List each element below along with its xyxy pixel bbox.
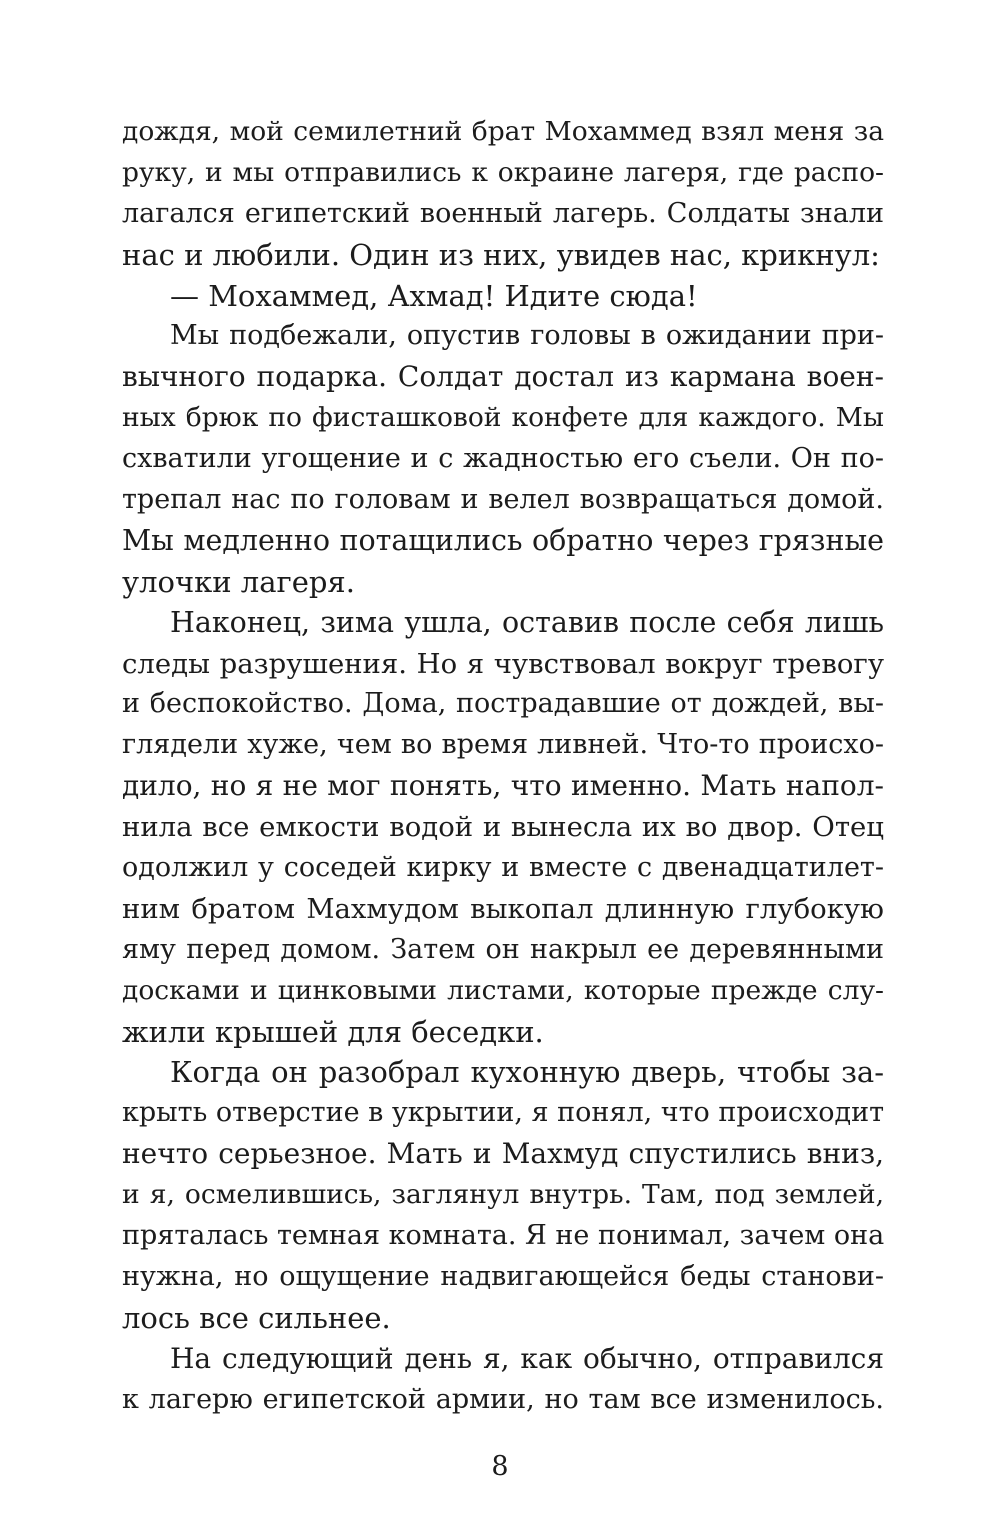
text-line: лось все сильнее. <box>122 1300 391 1335</box>
text-line: ных брюк по фисташковой конфете для каждого. Мы <box>122 402 884 434</box>
text-line: дило, но я не мог понять, что именно. Мать напол- <box>122 769 884 803</box>
text-line: пряталась темная комната. Я не понимал, зачем она <box>122 1220 884 1252</box>
text-line: руку, и мы отправились к окраине лагеря, где распо- <box>122 156 884 188</box>
text-line: нужна, но ощущение надвигающейся беды станови- <box>122 1260 884 1292</box>
page-number: 8 <box>491 1451 509 1482</box>
text-line: жили крышей для беседки. <box>122 1014 544 1049</box>
text-line: досками и цинковыми листами, которые прежде слу- <box>122 974 884 1006</box>
text-line: нас и любили. Один из них, увидев нас, крикнул: <box>122 237 880 272</box>
text-line: трепал нас по головам и велел возвращаться домой. <box>122 484 884 516</box>
text-line: яму перед домом. Затем он накрыл ее деревянными <box>122 933 884 965</box>
text-line: нила все емкости водой и вынесла их во двор. Отец <box>122 811 884 844</box>
text-line: нечто серьезное. Мать и Махмуд спустились вниз, <box>122 1137 884 1171</box>
text-line: следы разрушения. Но я чувствовал вокруг тревогу <box>122 647 884 680</box>
text-line: и я, осмелившись, заглянул внутрь. Там, под землей, <box>122 1179 884 1211</box>
text-line: Когда он разобрал кухонную дверь, чтобы за- <box>170 1055 884 1090</box>
text-line: Мы подбежали, опустив головы в ожидании при- <box>170 320 884 352</box>
text-line: крыть отверстие в укрытии, я понял, что происходит <box>122 1097 884 1129</box>
body-text <box>122 112 884 1421</box>
text-line: одолжил у соседей кирку и вместе с двенадцатилет- <box>122 852 884 884</box>
text-line: улочки лагеря. <box>122 564 355 599</box>
dialogue-line: — Мохаммед, Ахмад! Идите сюда! <box>170 278 698 313</box>
text-line: глядели хуже, чем во время ливней. Что-то происхо- <box>122 729 884 761</box>
text-line: На следующий день я, как обычно, отправился <box>170 1341 884 1375</box>
text-line: дождя, мой семилетний брат Мохаммед взял меня за <box>122 116 884 147</box>
text-line: Наконец, зима ушла, оставив после себя лишь <box>170 605 884 639</box>
text-line: к лагерю египетской армии, но там все изменилось. <box>122 1383 884 1415</box>
text-line: ним братом Махмудом выкопал длинную глубокую <box>122 892 884 925</box>
text-line: лагался египетский военный лагерь. Солдаты знали <box>122 197 884 229</box>
text-line: вычного подарка. Солдат достал из кармана воен- <box>122 360 884 394</box>
text-line: схватили угощение и с жадностью его съели. Он по- <box>122 443 884 475</box>
text-line: Мы медленно потащились обратно через грязные <box>122 523 884 557</box>
text-line: и беспокойство. Дома, пострадавшие от дождей, вы- <box>122 688 884 720</box>
